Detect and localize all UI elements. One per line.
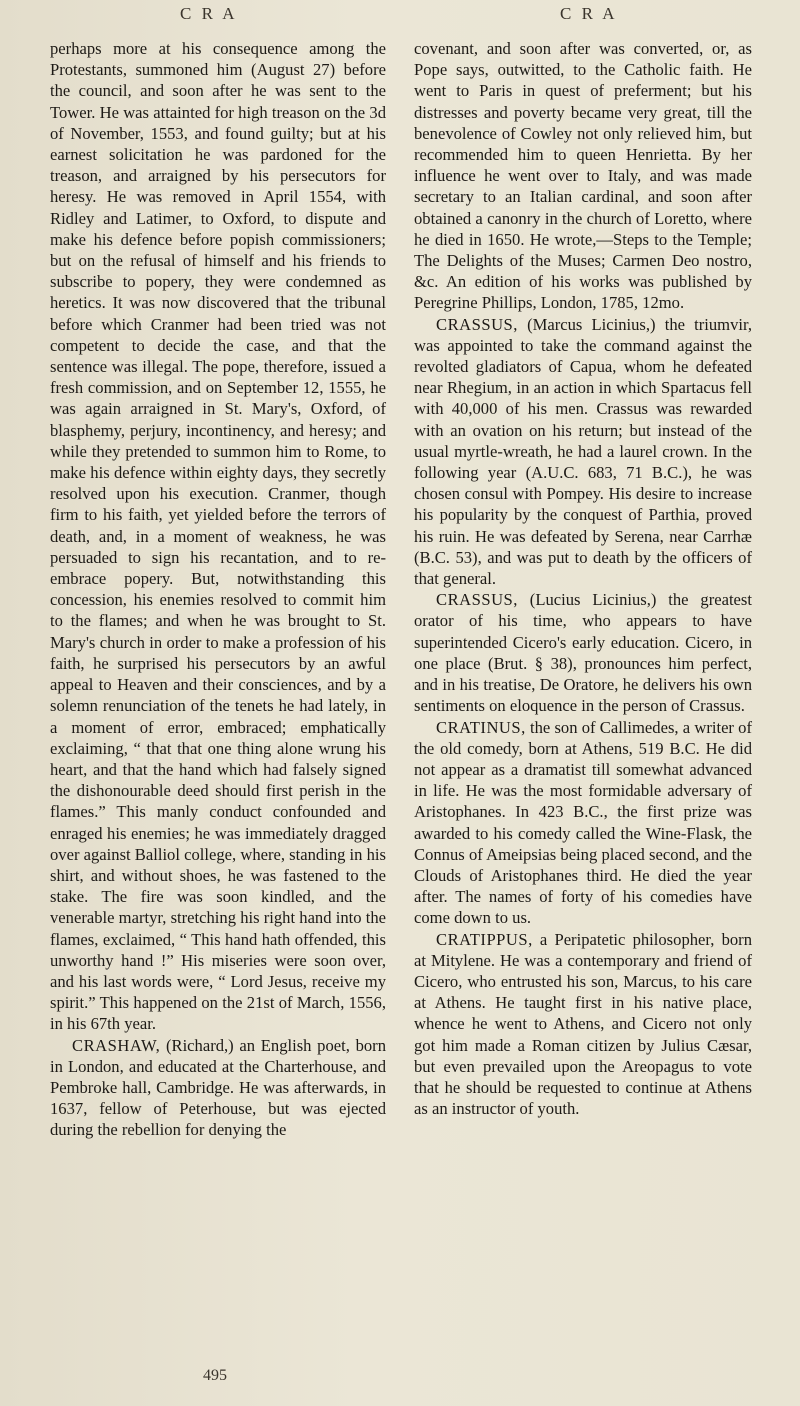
entry-text: the son of Callimedes, a writer of the old comedy, born at Athens, 519 B.C. He did not appear as a dramatist till somewhat advanced in life. He was the most formidable adversary of Aristophanes. In 423 B.C., the first prize was awarded to his comedy called the Wine-Flask, the Connus of Ameipsias being placed second, and the Clouds of Aristophanes third. He died the year after. The names of forty of his comedies have come down to us. <box>414 717 752 928</box>
biography-entry <box>50 1035 386 1141</box>
entry-text: (Lucius Licinius,) the greatest orator of his time, who appears to have superintended Cicero's early education. Cicero, in one place (Brut. § 38), pronounces him perfect, and in his treatise, De Oratore, he delivers his own sentiments on eloquence in the person of Crassus. <box>414 590 752 716</box>
header-right: C R A <box>560 4 618 23</box>
running-header <box>0 4 800 30</box>
entry-text: (Marcus Licinius,) the triumvir, was appointed to take the command against the revolted gladiators of Capua, whom he defeated near Rhegium, in an action in which Spartacus fell with 40,000 of his men. Crassus was rewarded with an ovation on his return; but instead of the usual myrtle-wreath, he had a laurel crown. In the following year (A.U.C. 683, 71 B.C.), he was chosen consul with Pompey. His desire to increase his popularity by the conquest of Parthia, proved his ruin. He was defeated by Serena, near Carrhæ (B.C. 53), and was put to death by the officers of that general. <box>414 314 752 589</box>
entry-headword: CRASHAW, <box>72 1035 161 1055</box>
biography-entry <box>414 314 752 590</box>
entry-headword: CRATINUS, <box>436 717 526 737</box>
biography-entry <box>414 929 752 1120</box>
entry-text: a Peripatetic philosopher, born at Mitylene. He was a contemporary and friend of Cicero, who entrusted his son, Marcus, to his care at Athens. He taught first in his native place, whence he went to Athens, and Cicero not only got him made a Roman citizen by Julius Cæsar, but even prevailed upon the Areopagus to vote that he should be requested to continue at Athens as an instructor of youth. <box>414 929 752 1119</box>
entry-text: perhaps more at his consequence among the Protestants, summoned him (August 27) before the council, and soon after he was sent to the Tower. He was attainted for high treason on the 3d of November, 1553, and found guilty; but at his earnest solicitation he was pardoned for the treason, and arraigned by his persecutors for heresy. He was removed in April 1554, with Ridley and Latimer, to Oxford, to dispute and make his defence before popish commissioners; but on the refusal of himself and his friends to subscribe to popery, they were condemned as heretics. It was now discovered that the tribunal before which Cranmer had been tried was not competent to decide the case, and that the sentence was illegal. The pope, therefore, issued a fresh commission, and on September 12, 1555, he was again arraigned in St. Mary's, Oxford, of blasphemy, perjury, incontinency, and heresy; and while they pretended to summon him to Rome, to make his defence within eighty days, they secretly resolved upon his execution. Cranmer, though firm to his faith, yet yielded before the terrors of death, and, in a moment of weakness, he was persuaded to sign his recantation, and to re-embrace popery. But, notwithstanding this concession, his enemies resolved to commit him to the flames; and when he was brought to St. Mary's church in order to make a profession of his faith, he surprised his persecutors by an awful appeal to Heaven and their consciences, and by a solemn renunciation of the tenets he had lately, in a moment of error, embraced; emphatically exclaiming, “ that that one thing alone wrung his heart, and that the hand which had falsely signed the dishonourable deed should first perish in the flames.” This manly conduct confounded and enraged his enemies; he was immediately dragged over against Balliol college, where, standing in his shirt, and without shoes, he was fastened to the stake. The fire was soon kindled, and the venerable martyr, stretching his right hand into the flames, exclaimed, “ This hand hath offended, this unworthy hand !” His miseries were soon over, and his last words were, “ Lord Jesus, receive my spirit.” This happened on the 21st of March, 1556, in his 67th year. <box>50 39 386 1034</box>
biography-entry <box>414 589 752 716</box>
entry-headword: CRATIPPUS, <box>436 929 533 949</box>
entry-headword: CRASSUS, <box>436 314 518 334</box>
right-column <box>414 38 752 1119</box>
continued-paragraph <box>414 38 752 314</box>
entry-text: (Richard,) an English poet, born in London, and educated at the Charterhouse, and Pembroke hall, Cambridge. He was afterwards, in 1637, fellow of Peterhouse, but was ejected during the rebellion for denying the <box>50 1035 386 1140</box>
entry-headword: CRASSUS, <box>436 590 518 610</box>
page-number: 495 <box>203 1367 227 1384</box>
header-left: C R A <box>180 4 238 23</box>
entry-text: covenant, and soon after was converted, or, as Pope says, outwitted, to the Catholic faith. He went to Paris in quest of preferment; but his distresses and poverty became very great, till the benevolence of Cowley not only relieved him, but recommended him to queen Henrietta. By her influence he went over to Italy, and was made secretary to an Italian cardinal, and soon after obtained a canonry in the church of Loretto, where he died in 1650. He wrote,—Steps to the Temple; The Delights of the Muses; Carmen Deo nostro, &c. An edition of his works was published by Peregrine Phillips, London, 1785, 12mo. <box>414 39 752 313</box>
left-column <box>50 38 386 1141</box>
biography-entry <box>414 717 752 929</box>
continued-paragraph <box>50 38 386 1035</box>
